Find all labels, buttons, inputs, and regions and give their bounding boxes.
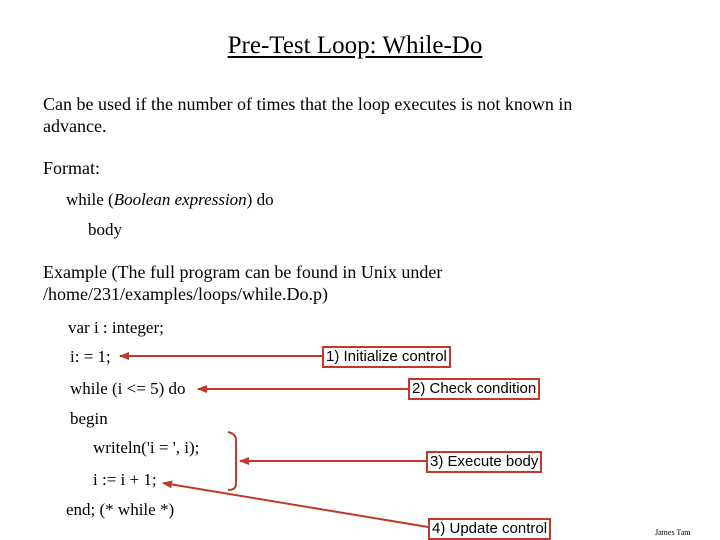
- body-bracket: [228, 432, 236, 490]
- author-signature: James Tam: [655, 528, 691, 537]
- code-while-line: while (i <= 5) do: [70, 379, 186, 398]
- page-title: Pre-Test Loop: While-Do: [227, 32, 483, 59]
- while-keyword: while (: [66, 190, 114, 209]
- format-label: Format:: [43, 158, 100, 178]
- annotation-check: 2) Check condition: [408, 378, 540, 400]
- annotation-execute: 3) Execute body: [426, 451, 542, 473]
- annotation-initialize: 1) Initialize control: [322, 346, 451, 368]
- code-incr-line: i := i + 1;: [93, 470, 157, 489]
- boolean-expression: Boolean expression: [113, 190, 247, 209]
- code-begin-line: begin: [70, 409, 108, 428]
- format-body: body: [88, 220, 122, 239]
- annotation-update: 4) Update control: [428, 518, 551, 540]
- code-end-line: end; (* while *): [66, 500, 175, 519]
- code-writeln-line: writeln('i = ', i);: [93, 438, 200, 457]
- code-var-line: var i : integer;: [68, 318, 164, 337]
- update-arrow: [163, 483, 428, 527]
- intro-line-1: Can be used if the number of times that the loop executes is not known in: [43, 94, 573, 114]
- code-init-line: i: = 1;: [70, 347, 111, 366]
- do-keyword: ) do: [246, 190, 274, 209]
- example-line-2: /home/231/examples/loops/while.Do.p): [43, 284, 328, 304]
- example-line-1: Example (The full program can be found in Unix under: [43, 262, 443, 282]
- intro-line-2: advance.: [43, 116, 107, 136]
